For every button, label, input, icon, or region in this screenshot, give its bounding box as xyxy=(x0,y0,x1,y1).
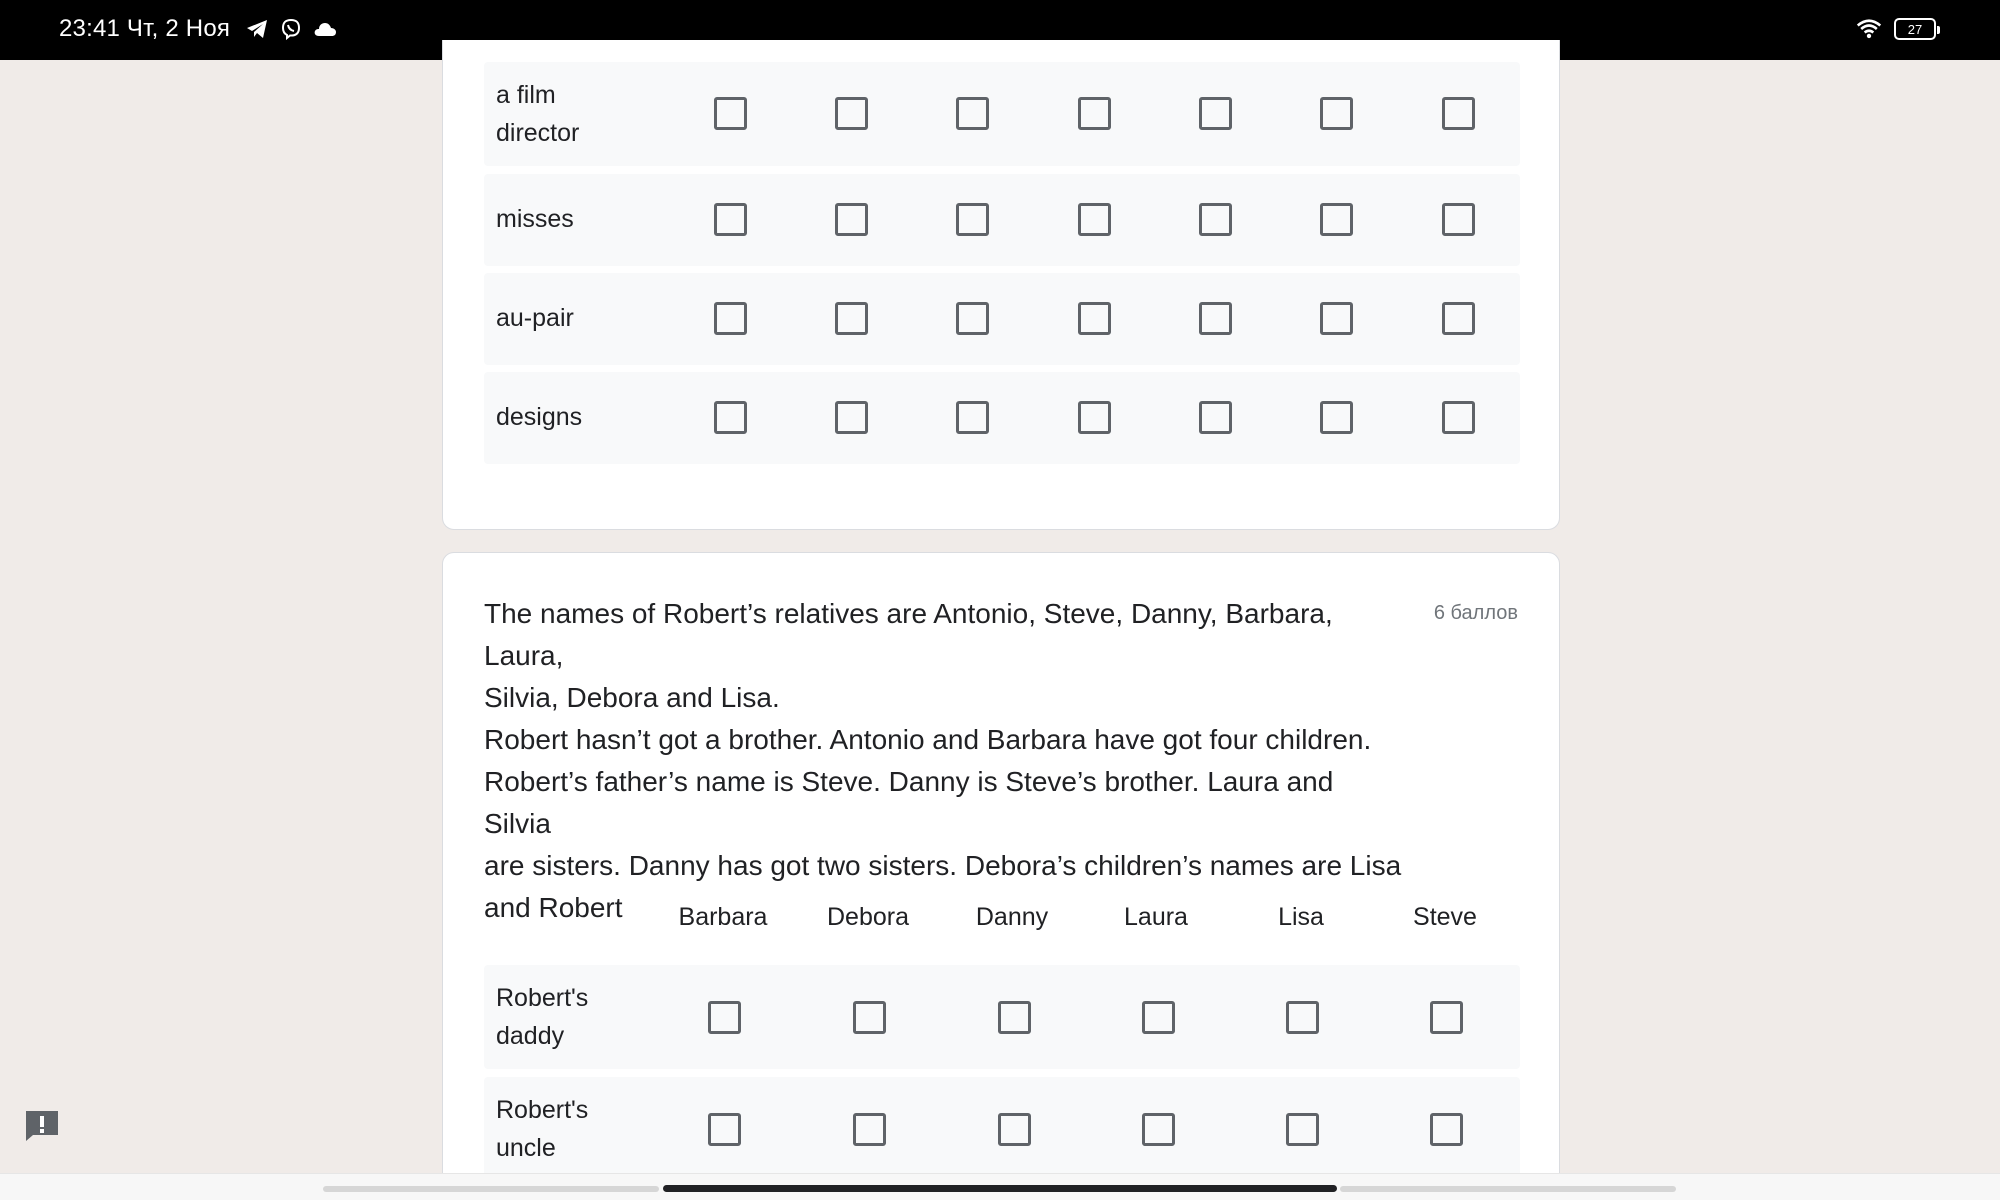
grid-checkbox[interactable] xyxy=(835,302,868,335)
grid-checkbox[interactable] xyxy=(956,203,989,236)
grid-checkbox[interactable] xyxy=(714,203,747,236)
column-header-danny: Danny xyxy=(975,903,1049,931)
column-header-lisa: Lisa xyxy=(1278,903,1324,931)
question-text-line: Silvia, Debora and Lisa. xyxy=(484,682,780,713)
grid-checkbox[interactable] xyxy=(1430,1113,1463,1146)
telegram-icon xyxy=(244,16,270,42)
grid-row-misses xyxy=(484,174,1520,266)
grid-checkbox[interactable] xyxy=(1199,302,1232,335)
nav-track-left xyxy=(323,1186,659,1192)
question-text-line: and Robert xyxy=(484,892,623,923)
column-header-debora: Debora xyxy=(827,903,909,931)
grid-row-roberts-uncle xyxy=(484,1077,1520,1181)
grid-checkbox[interactable] xyxy=(956,401,989,434)
status-left xyxy=(59,15,338,43)
grid-checkbox[interactable] xyxy=(998,1113,1031,1146)
report-problem-button[interactable] xyxy=(22,1106,62,1146)
grid-checkbox[interactable] xyxy=(835,203,868,236)
grid-checkbox[interactable] xyxy=(1199,401,1232,434)
grid-checkbox[interactable] xyxy=(1442,302,1475,335)
status-time-date: 23:41 Чт, 2 Ноя xyxy=(59,15,231,42)
column-header-barbara: Barbara xyxy=(678,903,768,931)
grid-checkbox[interactable] xyxy=(714,302,747,335)
question-text-line: Robert’s father’s name is Steve. Danny is Steve’s brother. Laura and Silvia xyxy=(484,766,1334,839)
grid-checkbox[interactable] xyxy=(1286,1001,1319,1034)
row-label: misses xyxy=(496,205,574,233)
feedback-icon xyxy=(23,1108,61,1144)
question-text-line: are sisters. Danny has got two sisters. Debora’s children’s names are Lisa xyxy=(484,850,1402,881)
battery-icon xyxy=(1894,18,1936,40)
grid-checkbox[interactable] xyxy=(1142,1113,1175,1146)
wifi-icon xyxy=(1856,16,1882,42)
grid-checkbox[interactable] xyxy=(1286,1113,1319,1146)
column-header-steve: Steve xyxy=(1413,903,1477,931)
grid-checkbox[interactable] xyxy=(956,302,989,335)
grid-checkbox[interactable] xyxy=(1078,203,1111,236)
grid-checkbox[interactable] xyxy=(1199,203,1232,236)
column-header-laura: Laura xyxy=(1124,903,1188,931)
grid-row-au-pair xyxy=(484,273,1520,365)
battery-level: 27 xyxy=(1907,21,1923,37)
grid-row-roberts-daddy xyxy=(484,965,1520,1069)
top-grid-card xyxy=(442,40,1560,530)
grid-checkbox[interactable] xyxy=(1078,401,1111,434)
grid-checkbox[interactable] xyxy=(1430,1001,1463,1034)
grid-checkbox[interactable] xyxy=(1442,97,1475,130)
grid-checkbox[interactable] xyxy=(1442,203,1475,236)
grid-checkbox[interactable] xyxy=(835,401,868,434)
grid-checkbox[interactable] xyxy=(1320,97,1353,130)
grid-row-designs xyxy=(484,372,1520,464)
grid-checkbox[interactable] xyxy=(1320,203,1353,236)
grid-checkbox[interactable] xyxy=(956,97,989,130)
question-text xyxy=(484,593,1404,929)
grid-checkbox[interactable] xyxy=(714,401,747,434)
viber-icon xyxy=(278,16,304,42)
grid-checkbox[interactable] xyxy=(835,97,868,130)
row-label: au-pair xyxy=(496,304,574,332)
row-label: Robert's uncle xyxy=(496,1096,589,1162)
cloud-icon xyxy=(312,16,338,42)
question-text-line: Robert hasn’t got a brother. Antonio and Barbara have got four children. xyxy=(484,724,1372,755)
grid-row-a-film-director xyxy=(484,62,1520,166)
grid-checkbox[interactable] xyxy=(1078,302,1111,335)
grid-checkbox[interactable] xyxy=(708,1001,741,1034)
row-label: designs xyxy=(496,403,583,431)
navigation-bar xyxy=(0,1173,2000,1200)
row-label: Robert's daddy xyxy=(496,984,589,1050)
grid-checkbox[interactable] xyxy=(714,97,747,130)
grid-checkbox[interactable] xyxy=(708,1113,741,1146)
grid-checkbox[interactable] xyxy=(853,1001,886,1034)
grid-checkbox[interactable] xyxy=(853,1113,886,1146)
grid-checkbox[interactable] xyxy=(1142,1001,1175,1034)
question-points: 6 баллов xyxy=(1433,602,1518,624)
grid-checkbox[interactable] xyxy=(1199,97,1232,130)
grid-checkbox[interactable] xyxy=(1320,401,1353,434)
gesture-handle[interactable] xyxy=(663,1185,1337,1192)
grid-checkbox[interactable] xyxy=(1320,302,1353,335)
question-text-line: The names of Robert’s relatives are Antonio, Steve, Danny, Barbara, Laura, xyxy=(484,598,1333,671)
grid-checkbox[interactable] xyxy=(1442,401,1475,434)
nav-track-right xyxy=(1340,1186,1676,1192)
question-card xyxy=(442,552,1560,1200)
status-right xyxy=(1856,16,1936,42)
row-label: a film director xyxy=(496,81,580,147)
grid-checkbox[interactable] xyxy=(998,1001,1031,1034)
grid-checkbox[interactable] xyxy=(1078,97,1111,130)
